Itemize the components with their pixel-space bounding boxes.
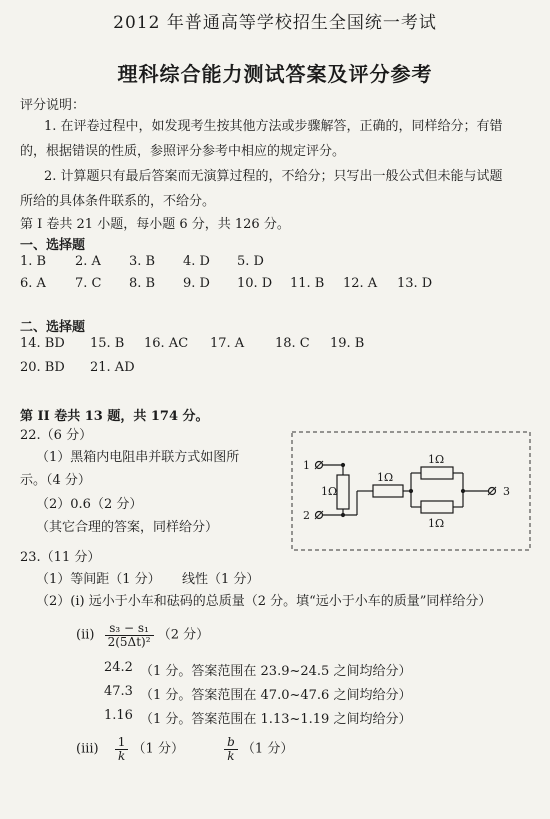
resistor-middle <box>373 485 403 497</box>
section2-heading: 二、选择题 <box>20 320 86 335</box>
q23-a2ii-fraction <box>105 622 154 648</box>
resistor-left-label: 1Ω <box>321 485 338 498</box>
resistor-bottom-label: 1Ω <box>428 517 445 530</box>
q23-a2iii-fraction-1 <box>115 736 129 762</box>
terminal-3-label: 3 <box>503 485 510 498</box>
q23-value-2-note: （1 分。答案范围在 47.0~47.6 之间均给分） <box>140 688 412 703</box>
q23-a2ii-score: （2 分） <box>157 627 210 643</box>
resistor-bottom <box>421 501 453 513</box>
q23-value-1-note: （1 分。答案范围在 23.9~24.5 之间均给分） <box>140 664 412 679</box>
q23-value-2: 47.3 <box>104 684 133 699</box>
answer-item: 2. A <box>75 254 101 269</box>
q23-a1-part1: （1）等间距（1 分） <box>36 572 161 587</box>
q23-a1-part2: 线性（1 分） <box>182 572 260 587</box>
q22-a2-note: （其它合理的答案，同样给分） <box>36 520 219 535</box>
q22-a1-line2: 示。（4 分） <box>20 473 91 488</box>
answer-item: 18. C <box>275 336 310 351</box>
q23-value-3: 1.16 <box>104 708 133 723</box>
title-line2: 理科综合能力测试答案及评分参考 <box>117 62 433 86</box>
q23-a2i: （2）(i) 远小于小车和砝码的总质量（2 分。填“远小于小车的质量”同样给分） <box>36 594 492 609</box>
q22-a1-line1: （1）黑箱内电阻串并联方式如图所 <box>36 450 240 465</box>
q23-a2iii-label: (iii) <box>76 741 99 757</box>
q23-value-1: 24.2 <box>104 660 133 675</box>
note2-line1: 2. 计算题只有最后答案而无演算过程的，不给分；只写出一般公式但未能与试题 <box>44 169 503 184</box>
part2-intro: 第 II 卷共 13 题，共 174 分。 <box>20 409 209 424</box>
title-line1: 2012 年普通高等学校招生全国统一考试 <box>113 13 437 33</box>
resistor-top-label: 1Ω <box>428 453 445 466</box>
q22-heading: 22.（6 分） <box>20 428 93 443</box>
answer-item: 16. AC <box>144 336 189 351</box>
part1-intro: 第 I 卷共 21 小题，每小题 6 分，共 126 分。 <box>20 217 290 232</box>
note2-line2: 所给的具体条件联系的，不给分。 <box>20 194 216 209</box>
terminal-2-label: 2 <box>303 509 310 522</box>
answer-item: 15. B <box>90 336 125 351</box>
q23-heading: 23.（11 分） <box>20 550 101 565</box>
resistor-left <box>337 475 349 509</box>
notes-heading: 评分说明： <box>20 98 86 113</box>
terminal-1-label: 1 <box>303 459 310 472</box>
note1-line1: 1. 在评卷过程中，如发现考生按其他方法或步骤解答，正确的，同样给分；有错 <box>44 119 503 134</box>
q23-a2iii-score-1: （1 分） <box>132 741 184 757</box>
q23-a2iii-fraction-2 <box>224 736 238 762</box>
resistor-top <box>421 467 453 479</box>
answer-item: 3. B <box>129 254 156 269</box>
fraction-denominator: k <box>117 748 126 763</box>
answer-item: 4. D <box>183 254 210 269</box>
answer-item: 12. A <box>343 276 378 291</box>
answer-item: 21. AD <box>90 360 135 375</box>
q23-a2ii-row <box>76 622 209 648</box>
fraction-denominator: 2(5Δt)² <box>107 634 151 649</box>
fraction-numerator: b <box>224 736 238 750</box>
fraction-numerator: 1 <box>115 736 129 750</box>
fraction-numerator: s₃ − s₁ <box>105 622 154 636</box>
answer-item: 7. C <box>75 276 102 291</box>
answer-item: 5. D <box>237 254 264 269</box>
q23-value-3-note: （1 分。答案范围在 1.13~1.19 之间均给分） <box>140 712 412 727</box>
note1-line2: 的，根据错误的性质，参照评分参考中相应的规定评分。 <box>20 144 346 159</box>
answer-item: 1. B <box>20 254 47 269</box>
answer-item: 11. B <box>290 276 325 291</box>
answer-item: 8. B <box>129 276 156 291</box>
answer-item: 10. D <box>237 276 273 291</box>
answer-item: 9. D <box>183 276 210 291</box>
q23-a2iii-row <box>76 736 293 762</box>
answer-item: 6. A <box>20 276 46 291</box>
answer-item: 17. A <box>210 336 245 351</box>
answer-item: 13. D <box>397 276 433 291</box>
resistor-middle-label: 1Ω <box>377 471 394 484</box>
q23-a2iii-score-2: （1 分） <box>241 741 294 757</box>
answer-item: 19. B <box>330 336 365 351</box>
q22-a2: （2）0.6（2 分） <box>36 497 143 512</box>
answer-item: 14. BD <box>20 336 65 351</box>
answer-item: 20. BD <box>20 360 65 375</box>
circuit-diagram <box>291 431 531 551</box>
q23-a2ii-label: (ii) <box>76 627 95 643</box>
section1-heading: 一、选择题 <box>20 238 86 253</box>
fraction-denominator: k <box>227 748 235 763</box>
